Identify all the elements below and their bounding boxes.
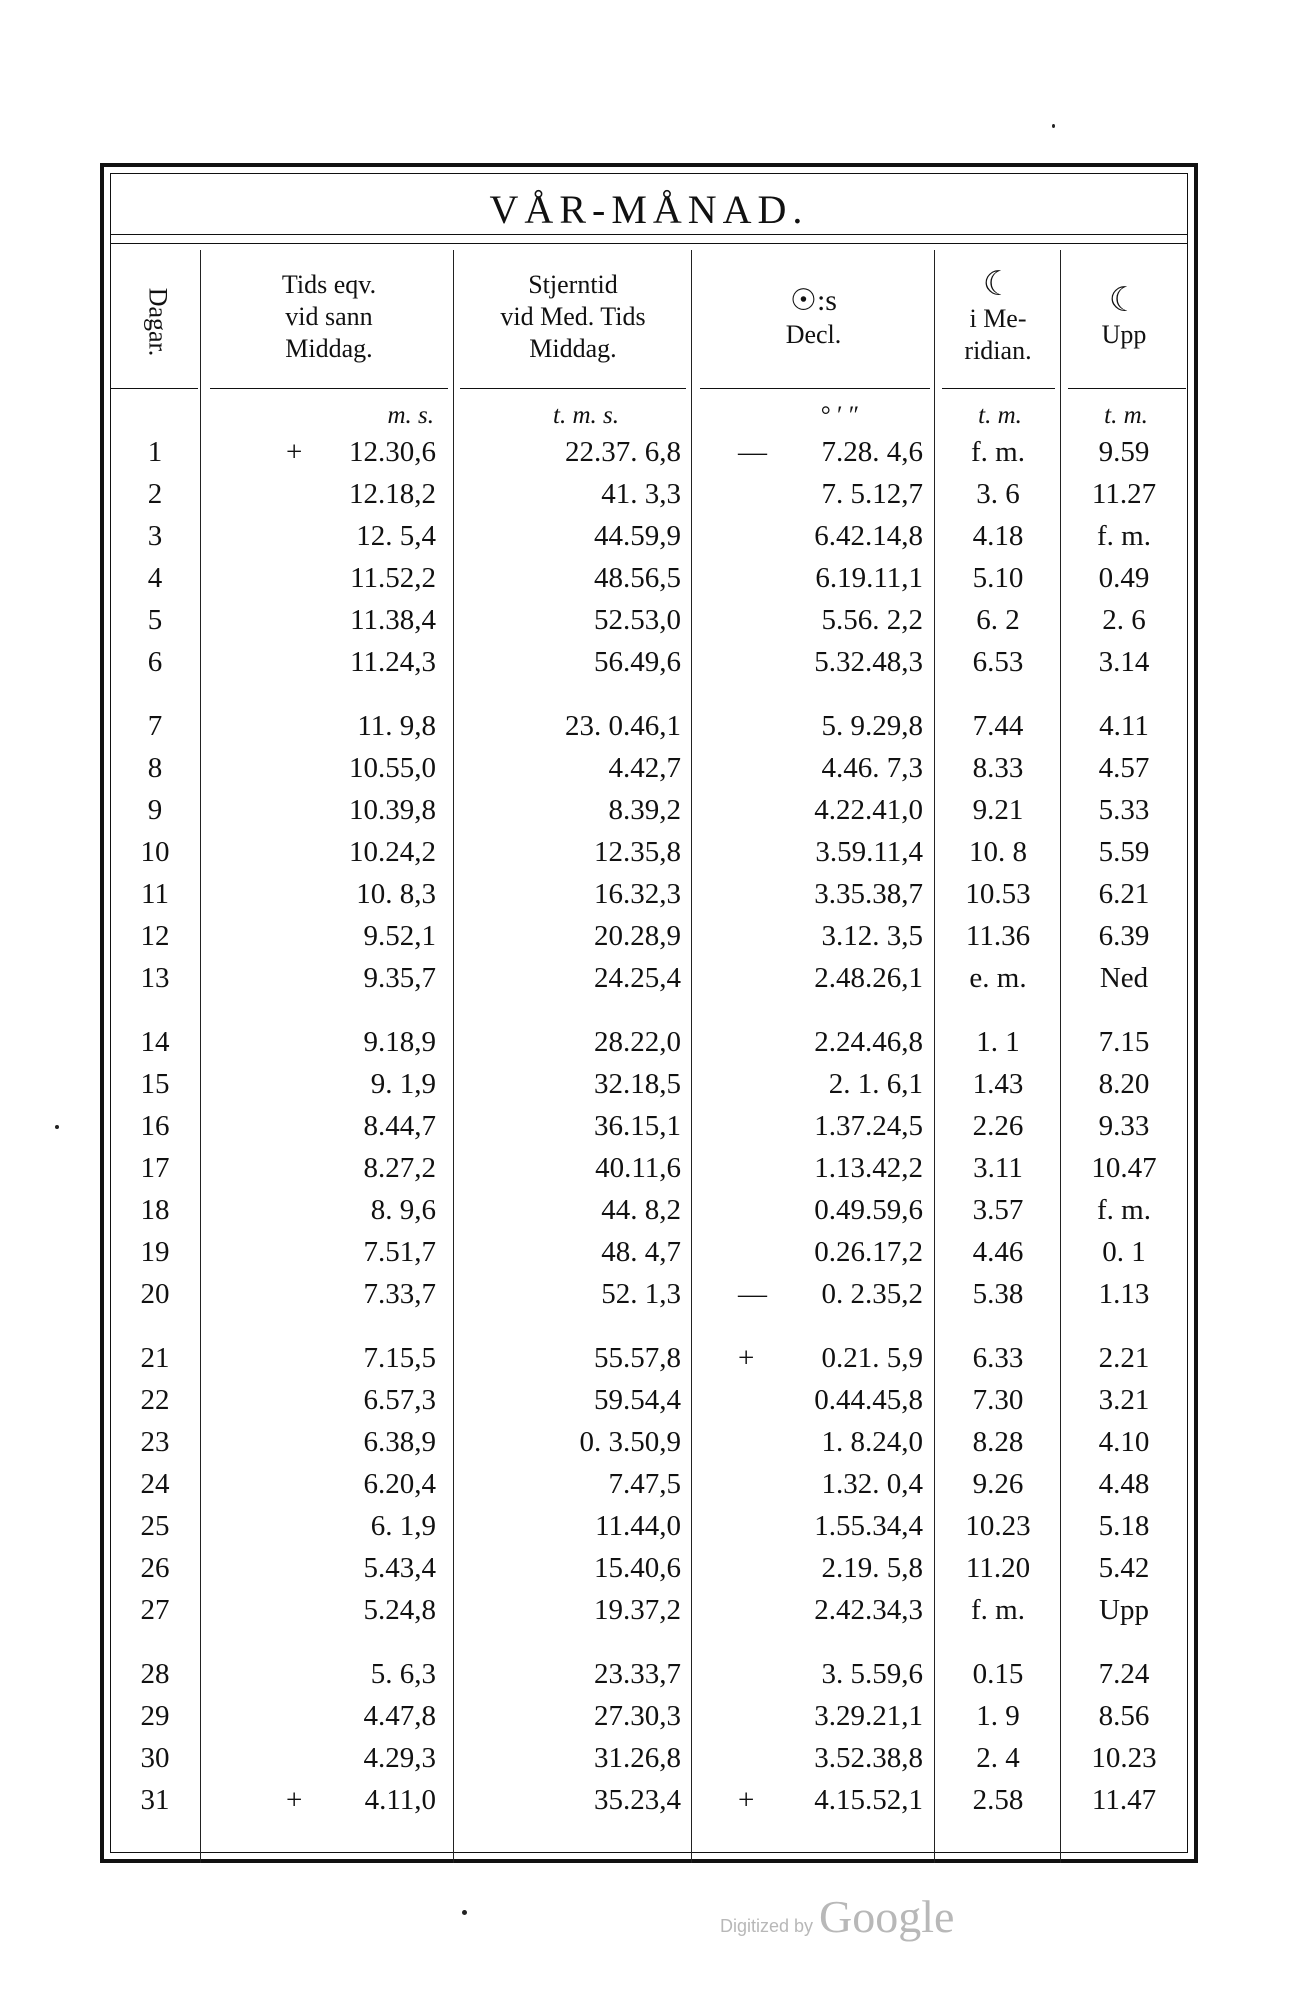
day-cell: 23 — [140, 1426, 170, 1458]
moon-symbol-icon: ☾ — [1108, 282, 1140, 319]
equation-of-time-cell: 12.18,2 — [349, 478, 436, 510]
day-cell: 26 — [140, 1552, 170, 1584]
day-cell: 7 — [147, 710, 163, 742]
moon-meridian-cell: 6.53 — [972, 646, 1024, 678]
equation-of-time-cell: 11.52,2 — [350, 562, 436, 594]
sidereal-time-cell: 44. 8,2 — [601, 1194, 681, 1226]
sidereal-time-cell: 31.26,8 — [594, 1742, 681, 1774]
scan-speck — [55, 1125, 59, 1129]
watermark-text: Digitized by — [720, 1916, 814, 1936]
day-cell: 17 — [140, 1152, 170, 1184]
day-cell: 3 — [147, 520, 163, 552]
moonrise-cell: 9.33 — [1098, 1110, 1150, 1142]
unit-equation-of-time: m. s. — [387, 402, 434, 429]
sidereal-time-cell: 32.18,5 — [594, 1068, 681, 1100]
moon-meridian-cell: 1. 1 — [976, 1026, 1020, 1058]
column-divider — [453, 250, 454, 1863]
day-cell: 24 — [140, 1468, 170, 1500]
day-cell: 15 — [140, 1068, 170, 1100]
moonrise-cell: 4.57 — [1098, 752, 1150, 784]
equation-of-time-cell: 11. 9,8 — [357, 710, 436, 742]
moonrise-cell: 7.24 — [1098, 1658, 1150, 1690]
declination-cell: 1.32. 0,4 — [821, 1468, 923, 1500]
moon-meridian-cell: 8.28 — [972, 1426, 1024, 1458]
moon-meridian-cell: 1.43 — [972, 1068, 1024, 1100]
day-cell: 2 — [147, 478, 163, 510]
sidereal-time-cell: 59.54,4 — [594, 1384, 681, 1416]
moon-meridian-cell: 3.11 — [973, 1152, 1023, 1184]
declination-cell: 1. 8.24,0 — [821, 1426, 923, 1458]
equation-of-time-cell: 5.24,8 — [363, 1594, 436, 1626]
sidereal-time-cell: 41. 3,3 — [601, 478, 681, 510]
equation-of-time-cell: 5. 6,3 — [370, 1658, 436, 1690]
moon-meridian-cell: 3. 6 — [976, 478, 1020, 510]
moonrise-cell: 2. 6 — [1102, 604, 1146, 636]
moon-meridian-cell: 9.21 — [972, 794, 1024, 826]
moonrise-cell: 3.21 — [1098, 1384, 1150, 1416]
sign-marker: + — [286, 436, 303, 468]
digitized-by-google-watermark — [720, 1890, 954, 1943]
moonrise-cell: 2.21 — [1098, 1342, 1150, 1374]
sidereal-time-cell: 24.25,4 — [594, 962, 681, 994]
day-cell: 29 — [140, 1700, 170, 1732]
header-line: ridian. — [964, 336, 1032, 365]
moonrise-cell: 0.49 — [1098, 562, 1150, 594]
moonrise-cell: 8.20 — [1098, 1068, 1150, 1100]
sidereal-time-cell: 56.49,6 — [594, 646, 681, 678]
equation-of-time-cell: 10.39,8 — [349, 794, 436, 826]
moon-symbol-icon: ☾ — [982, 266, 1014, 303]
moonrise-cell: 1.13 — [1098, 1278, 1150, 1310]
declination-cell: 3.52.38,8 — [814, 1742, 923, 1774]
declination-cell: 0.26.17,2 — [814, 1236, 923, 1268]
moon-meridian-cell: e. m. — [969, 962, 1027, 994]
day-cell: 27 — [140, 1594, 170, 1626]
header-equation-of-time — [205, 262, 453, 372]
declination-cell: 2.19. 5,8 — [821, 1552, 923, 1584]
day-cell: 12 — [140, 920, 170, 952]
declination-cell: 1.13.42,2 — [814, 1152, 923, 1184]
moon-meridian-cell: 7.30 — [972, 1384, 1024, 1416]
moon-meridian-cell: f. m. — [971, 436, 1025, 468]
title-rule — [110, 243, 1188, 244]
moonrise-cell: 4.11 — [1099, 710, 1149, 742]
moonrise-cell: 4.10 — [1098, 1426, 1150, 1458]
header-line: Middag. — [285, 334, 373, 363]
sidereal-time-cell: 11.44,0 — [595, 1510, 681, 1542]
header-rule — [210, 388, 448, 389]
header-line: Decl. — [785, 320, 842, 349]
equation-of-time-cell: 4.11,0 — [364, 1784, 436, 1816]
equation-of-time-cell: 11.24,3 — [350, 646, 436, 678]
equation-of-time-cell: 5.43,4 — [363, 1552, 436, 1584]
scan-speck — [462, 1910, 467, 1915]
moonrise-cell: Ned — [1099, 962, 1149, 994]
moonrise-cell: f. m. — [1097, 520, 1151, 552]
declination-cell: 5.32.48,3 — [814, 646, 923, 678]
header-line: vid sann — [285, 302, 373, 331]
equation-of-time-cell: 4.29,3 — [363, 1742, 436, 1774]
sidereal-time-cell: 52. 1,3 — [601, 1278, 681, 1310]
day-cell: 14 — [140, 1026, 170, 1058]
day-cell: 31 — [140, 1784, 170, 1816]
day-cell: 28 — [140, 1658, 170, 1690]
day-cell: 4 — [147, 562, 163, 594]
moon-meridian-cell: 5.10 — [972, 562, 1024, 594]
header-day — [128, 262, 186, 382]
equation-of-time-cell: 6.57,3 — [363, 1384, 436, 1416]
sidereal-time-cell: 19.37,2 — [594, 1594, 681, 1626]
equation-of-time-cell: 6. 1,9 — [370, 1510, 436, 1542]
page-title: VÅR-MÅNAD. — [489, 187, 809, 232]
sidereal-time-cell: 40.11,6 — [595, 1152, 681, 1184]
moonrise-cell: 6.39 — [1098, 920, 1150, 952]
moon-meridian-cell: 9.26 — [972, 1468, 1024, 1500]
equation-of-time-cell: 10.24,2 — [349, 836, 436, 868]
google-logo: Google — [819, 1891, 955, 1942]
moon-meridian-cell: 2. 4 — [976, 1742, 1020, 1774]
sidereal-time-cell: 23. 0.46,1 — [565, 710, 681, 742]
day-cell: 30 — [140, 1742, 170, 1774]
moonrise-cell: 6.21 — [1098, 878, 1150, 910]
equation-of-time-cell: 9.18,9 — [363, 1026, 436, 1058]
declination-cell: 2. 1. 6,1 — [828, 1068, 923, 1100]
header-line: vid Med. Tids — [500, 302, 646, 331]
sidereal-time-cell: 22.37. 6,8 — [565, 436, 681, 468]
unit-declination: ° ′ ″ — [820, 402, 860, 429]
moonrise-cell: 5.42 — [1098, 1552, 1150, 1584]
header-rule — [110, 388, 198, 389]
sign-marker: — — [738, 1278, 767, 1310]
header-rule — [460, 388, 686, 389]
sidereal-time-cell: 52.53,0 — [594, 604, 681, 636]
header-sun-declination — [693, 262, 934, 372]
moon-meridian-cell: 10.23 — [965, 1510, 1031, 1542]
day-cell: 8 — [147, 752, 163, 784]
equation-of-time-cell: 6.38,9 — [363, 1426, 436, 1458]
declination-cell: 2.42.34,3 — [814, 1594, 923, 1626]
column-divider — [934, 250, 935, 1863]
day-cell: 10 — [140, 836, 170, 868]
moon-meridian-cell: 1. 9 — [976, 1700, 1020, 1732]
unit-sidereal-time: t. m. s. — [553, 402, 619, 429]
declination-cell: 3.59.11,4 — [815, 836, 923, 868]
sidereal-time-cell: 0. 3.50,9 — [579, 1426, 681, 1458]
moon-meridian-cell: 11.36 — [965, 920, 1031, 952]
sidereal-time-cell: 4.42,7 — [608, 752, 681, 784]
sign-marker: + — [738, 1342, 755, 1374]
declination-cell: 5. 9.29,8 — [821, 710, 923, 742]
declination-cell: 6.19.11,1 — [815, 562, 923, 594]
sidereal-time-cell: 20.28,9 — [594, 920, 681, 952]
sidereal-time-cell: 36.15,1 — [594, 1110, 681, 1142]
title-rule — [110, 234, 1188, 235]
declination-cell: 0.49.59,6 — [814, 1194, 923, 1226]
declination-cell: 1.37.24,5 — [814, 1110, 923, 1142]
moon-meridian-cell: 10. 8 — [969, 836, 1027, 868]
header-moon-meridian — [936, 262, 1060, 372]
declination-cell: 4.22.41,0 — [814, 794, 923, 826]
declination-cell: 3.35.38,7 — [814, 878, 923, 910]
scan-speck — [1052, 124, 1055, 128]
moonrise-cell: 9.59 — [1098, 436, 1150, 468]
equation-of-time-cell: 9.52,1 — [363, 920, 436, 952]
header-rule — [1068, 388, 1186, 389]
declination-cell: 3.29.21,1 — [814, 1700, 923, 1732]
moonrise-cell: 11.47 — [1091, 1784, 1157, 1816]
moonrise-cell: 4.48 — [1098, 1468, 1150, 1500]
sidereal-time-cell: 16.32,3 — [594, 878, 681, 910]
declination-cell: 6.42.14,8 — [814, 520, 923, 552]
sidereal-time-cell: 48.56,5 — [594, 562, 681, 594]
moonrise-cell: 8.56 — [1098, 1700, 1150, 1732]
declination-cell: 5.56. 2,2 — [821, 604, 923, 636]
day-cell: 18 — [140, 1194, 170, 1226]
moonrise-cell: Upp — [1099, 1594, 1149, 1626]
equation-of-time-cell: 10.55,0 — [349, 752, 436, 784]
sun-symbol-icon: ☉:s — [790, 284, 837, 317]
equation-of-time-cell: 9.35,7 — [363, 962, 436, 994]
moon-meridian-cell: 0.15 — [972, 1658, 1024, 1690]
equation-of-time-cell: 6.20,4 — [363, 1468, 436, 1500]
declination-cell: 0.21. 5,9 — [821, 1342, 923, 1374]
moonrise-cell: 5.33 — [1098, 794, 1150, 826]
equation-of-time-cell: 12. 5,4 — [356, 520, 436, 552]
moon-meridian-cell: 11.20 — [965, 1552, 1031, 1584]
header-rule — [942, 388, 1055, 389]
declination-cell: 3.12. 3,5 — [821, 920, 923, 952]
declination-cell: 4.15.52,1 — [814, 1784, 923, 1816]
equation-of-time-cell: 4.47,8 — [363, 1700, 436, 1732]
header-line: Middag. — [529, 334, 617, 363]
equation-of-time-cell: 9. 1,9 — [370, 1068, 436, 1100]
sidereal-time-cell: 12.35,8 — [594, 836, 681, 868]
header-moonrise — [1062, 262, 1186, 372]
equation-of-time-cell: 7.51,7 — [363, 1236, 436, 1268]
equation-of-time-cell: 8. 9,6 — [370, 1194, 436, 1226]
equation-of-time-cell: 7.33,7 — [363, 1278, 436, 1310]
column-divider — [691, 250, 692, 1863]
equation-of-time-cell: 10. 8,3 — [356, 878, 436, 910]
sign-marker: + — [738, 1784, 755, 1816]
moonrise-cell: 0. 1 — [1102, 1236, 1146, 1268]
sidereal-time-cell: 28.22,0 — [594, 1026, 681, 1058]
sign-marker: — — [738, 436, 767, 468]
equation-of-time-cell: 12.30,6 — [349, 436, 436, 468]
day-cell: 9 — [147, 794, 163, 826]
moon-meridian-cell: 2.58 — [972, 1784, 1024, 1816]
moon-meridian-cell: 8.33 — [972, 752, 1024, 784]
moonrise-cell: 7.15 — [1098, 1026, 1150, 1058]
moon-meridian-cell: f. m. — [971, 1594, 1025, 1626]
declination-cell: 2.48.26,1 — [814, 962, 923, 994]
header-sidereal-time — [455, 262, 691, 372]
moonrise-cell: f. m. — [1097, 1194, 1151, 1226]
day-cell: 16 — [140, 1110, 170, 1142]
moon-meridian-cell: 5.38 — [972, 1278, 1024, 1310]
moonrise-cell: 5.18 — [1098, 1510, 1150, 1542]
declination-cell: 1.55.34,4 — [814, 1510, 923, 1542]
equation-of-time-cell: 8.27,2 — [363, 1152, 436, 1184]
moonrise-cell: 3.14 — [1098, 646, 1150, 678]
declination-cell: 4.46. 7,3 — [821, 752, 923, 784]
moon-meridian-cell: 6. 2 — [976, 604, 1020, 636]
equation-of-time-cell: 8.44,7 — [363, 1110, 436, 1142]
sidereal-time-cell: 55.57,8 — [594, 1342, 681, 1374]
column-divider — [200, 250, 201, 1863]
moon-meridian-cell: 4.46 — [972, 1236, 1024, 1268]
equation-of-time-cell: 11.38,4 — [350, 604, 436, 636]
moonrise-cell: 10.47 — [1091, 1152, 1157, 1184]
moon-meridian-cell: 6.33 — [972, 1342, 1024, 1374]
day-cell: 20 — [140, 1278, 170, 1310]
equation-of-time-cell: 7.15,5 — [363, 1342, 436, 1374]
moonrise-cell: 5.59 — [1098, 836, 1150, 868]
day-cell: 19 — [140, 1236, 170, 1268]
declination-cell: 7.28. 4,6 — [821, 436, 923, 468]
day-cell: 11 — [141, 878, 169, 910]
declination-cell: 7. 5.12,7 — [821, 478, 923, 510]
day-cell: 21 — [140, 1342, 170, 1374]
declination-cell: 0. 2.35,2 — [821, 1278, 923, 1310]
day-cell: 6 — [147, 646, 163, 678]
moon-meridian-cell: 10.53 — [965, 878, 1031, 910]
header-line: Tids eqv. — [281, 270, 377, 299]
header-line: Stjerntid — [528, 270, 618, 299]
sign-marker: + — [286, 1784, 303, 1816]
day-cell: 25 — [140, 1510, 170, 1542]
sidereal-time-cell: 44.59,9 — [594, 520, 681, 552]
day-cell: 13 — [140, 962, 170, 994]
column-divider — [1060, 250, 1061, 1863]
unit-moon-meridian: t. m. — [978, 402, 1022, 429]
day-cell: 22 — [140, 1384, 170, 1416]
header-line: i Me- — [969, 304, 1027, 333]
sidereal-time-cell: 7.47,5 — [608, 1468, 681, 1500]
moon-meridian-cell: 4.18 — [972, 520, 1024, 552]
sidereal-time-cell: 48. 4,7 — [601, 1236, 681, 1268]
moon-meridian-cell: 2.26 — [972, 1110, 1024, 1142]
header-day-label: Dagar. — [143, 287, 172, 357]
day-cell: 5 — [147, 604, 163, 636]
sidereal-time-cell: 27.30,3 — [594, 1700, 681, 1732]
declination-cell: 3. 5.59,6 — [821, 1658, 923, 1690]
moonrise-cell: 11.27 — [1091, 478, 1157, 510]
declination-cell: 2.24.46,8 — [814, 1026, 923, 1058]
sidereal-time-cell: 23.33,7 — [594, 1658, 681, 1690]
moon-meridian-cell: 7.44 — [972, 710, 1024, 742]
day-cell: 1 — [147, 436, 163, 468]
sidereal-time-cell: 35.23,4 — [594, 1784, 681, 1816]
moon-meridian-cell: 3.57 — [972, 1194, 1024, 1226]
sidereal-time-cell: 15.40,6 — [594, 1552, 681, 1584]
moonrise-cell: 10.23 — [1091, 1742, 1157, 1774]
sidereal-time-cell: 8.39,2 — [608, 794, 681, 826]
declination-cell: 0.44.45,8 — [814, 1384, 923, 1416]
unit-moonrise: t. m. — [1104, 402, 1148, 429]
header-rule — [700, 388, 930, 389]
header-line: Upp — [1101, 320, 1147, 349]
